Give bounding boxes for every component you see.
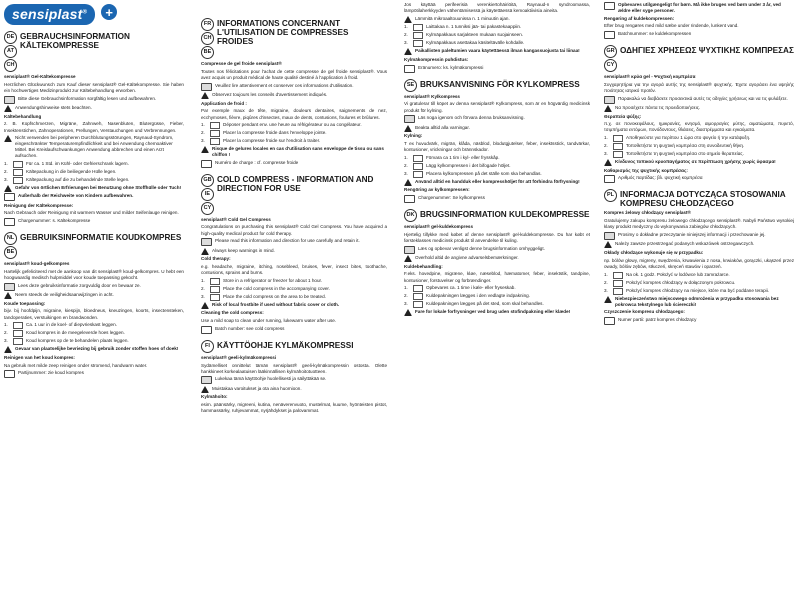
section-dk-continued: Opbevares utilgængeligt for børn. Må ikke bruges ved børn under 3 år, ved ældre eller syge personer. Rengøring af kuldekompressen: Efter brug rengøres med mild sæbe under rindende, lunkent vand. Batchnummer: se kuldekompressen	[604, 2, 794, 39]
section-se: SE BRUKSANVISNING FÖR KYLKOMPRESS sensiplast® Kylkompress Vi gratulerar till köpet av denna sensiplast® Kylkompress, som är en högvärdig medicinsk produkt för kylning. Läs noga igenom och förvara denna bruksanvisning. Beakta alltid alla varningar. Kylning: T ex huvudvärk, migrän, klåda, näsblod, blodutgjutelser, feber, insektsstick, tandvärkar, kontusioner, vrickningar och brännskador. 1. Förvara ca 1 tim i kyl- eller frysskåp. 2. Lägg kylkompressen i det bifogade höljet. 3. Placera kylkompressen på det ställe som ska behandlas. Använd alltid en handduk eller kompresshöljet för att förhindra förfrysning! Rengöring av kylkompressen: Chargenummer: Se kylkompress	[404, 79, 590, 203]
book-icon	[404, 246, 415, 254]
apply-icon	[413, 40, 423, 47]
country-code-ch: CH	[201, 32, 214, 45]
lot-icon	[201, 160, 212, 168]
section-gr: GR CY ΟΔΗΓΙΕΣ ΧΡΗΣΕΩΣ ΨΥΧΤΙΚΗΣ ΚΟΜΠΡΕΣΑΣ sensiplast® κρύα gel - Ψυχτική κομπρέσα Συγχαρητήρια για την αγορά αυτής της sensiplast® ψυχτικής. Έχετε αγοράσει ένα υψηλής ποιότητας ιατρικό προϊόν. Παρακαλώ να διαβάσετε προσεκτικά αυτές τις οδηγίες χρήσεως και να τις φυλάξετε. Να προσέχετε πάντα τις προειδοποιήσεις. Θεραπεία ψύξης: π.χ. σε πονοκεφάλους, ημικρανίες, κνησμό, αιμορραγίες μύτης, αιματώματα, πυρετό, τσιμπήματα εντόμων, πονόδοντους, θλάσεις, διαστρέμματα και εγκαύματα. 1. Αποθηκεύστε για περίπου 1 ώρα στο ψυγείο ή την κατάψυξη. 2. Τοποθετήστε τη ψυχτική κομπρέσα στη συνοδευτική θήκη. 3. Τοποθετήστε τη ψυχτική κομπρέσα στο σημείο θεραπείας. Κίνδυνος τοπικού κρυοπαγήματος σε περίπτωση χρήσης χωρίς ύφασμα! Καθαρισμός της ψυχτικής κομπρέσας: Αριθμός παρτίδας: βλ. ψυχτική κομπρέσα	[604, 45, 794, 183]
apply-icon	[613, 288, 623, 295]
apply-icon	[413, 301, 423, 308]
warning-icon	[404, 255, 412, 262]
country-code-cy: CY	[201, 202, 214, 215]
cover-icon	[210, 286, 220, 293]
use-text: z. B. Kopfschmerzen, Migräne, Zahnweh, Nasenbluten, Blutergüsse, Fieber, Insektenstichen, Zahnoperationen, Prellungen, Verstauchungen und Verbrennungen.	[4, 121, 184, 133]
country-code-at: AT	[4, 45, 17, 58]
fridge-icon	[413, 155, 423, 162]
section-title: COLD COMPRESS - INFORMATION AND DIRECTION FOR USE	[217, 174, 374, 193]
warning-icon	[4, 292, 12, 299]
lot-icon	[604, 175, 615, 183]
section-dk: DK BRUGSINFORMATION KULDEKOMPRESSE sensiplast® gel-kuldekompress Hjertelig tillykke med købet af denne sensiplast® gel-kuldekompresse. Du har købt et førsteklasses medicinsk produkt til anvendelse til kuling. Læs og opbevar venligst denne brugsinformation omhyggeligt. Overhold altid de angivne advarselsbemærkninger. Kuldebehandling: F.eks. hovedpine, migræne, kløe, næseblod, hæmatomer, feber, insektstik, tandpine, kontusioner, forstuvelser og forbrændinger. 1. Opbevares ca. 1 time i køle- eller fryseskab. 2. Kuldepakningen lægges i den vedlagte indpakning. 3. Kuldepakningen lægges på det sted, som skal behandles. Fare for lokale forfrysninger ved brug uden stofindpakning eller klæde!	[404, 210, 590, 315]
apply-icon	[413, 171, 423, 178]
cover-icon	[13, 330, 23, 337]
section-pl: PL INFORMACJA DOTYCZĄCA STOSOWANIA KOMPRESU CHŁODZĄCEGO Kompres żelowy chłodzący sensiplast® Gratulujemy zakupu kompresu żelowego chłodzącego sensiplast®. Nabyli Państwo wysokiej klasy produkt medyczny do wykonywania zabiegów chłodzących. Prosimy o dokładne przeczytanie niniejszej informacji i przechowanie jej. Należy zawsze przestrzegać podanych wskazówek ostrzegawczych. Okłady chłodzące wykonuje się w przypadku: np. bólów głowy, migreny, swędzenia, krwawienia z nosa, krwiaków, gorączki, ukąszeń przez owady, bólów zębów, stłuczeń, skręceń stawów i oparzeń. 1. Na ok. 1 godz. Położyć w lodówce lub zamrażarce. 2. Położyć kompres chłodzący w dołączonym pokrowcu. 3. Położyć kompres chłodzący na miejsce, które ma być poddane terapii. Niebezpieczeństwo miejscowego odmrożenia w przypadku stosowania bez pokrowca tekstylnego lub ściereczki! Czyszczenie kompresu chłodzącego: Numer partii: patrz kompres chłodzący	[604, 189, 794, 324]
warning-icon	[4, 346, 12, 353]
warning-icon	[604, 159, 612, 166]
fridge-icon	[210, 278, 220, 285]
column-2	[201, 18, 387, 596]
column-4	[604, 2, 794, 596]
section-title: BRUGSINFORMATION KULDEKOMPRESSE	[420, 210, 590, 220]
country-code-dk: DK	[404, 209, 417, 222]
step-3: 3. Kältepackung auf die zu behandelnde Stelle legen.	[4, 176, 130, 182]
book-icon	[404, 115, 415, 123]
apply-icon	[613, 151, 623, 158]
warning-icon	[201, 302, 209, 309]
lot-icon	[201, 326, 212, 334]
section-title: KÄYTTÖOHJE KYLMÄKOMPRESSI	[217, 340, 354, 350]
fridge-icon	[613, 135, 623, 142]
apply-icon	[13, 177, 23, 184]
section-fi-continued: Jos käyttää perifeerisiä verenkiertohäiriöitä, Raynaud-n syndroomassa, lämpötilaherkkyyden vähentämisessä ja käytettäessä kemoaktiivisia aineita. Lämmitä mikroaaltouunissa n. 1 minuutin ajan. 1. Laittakaa n. 1 tunniksi jää- tai pakastekaappiin. 2. Kylmäpakkaus sarjakteen mukaan suojainseen. 3. Kylmäpakkaus asettakaa käsiteltävälle kohdalle. Paikallisten paleltumien vaara käytettäessä ilman kangassuojusta tai liinaa! Kylmäkompressin puhdistus: Eränumero: ks. kylmäkompressi	[404, 2, 590, 73]
country-code-fi: FI	[201, 340, 214, 353]
column-3	[404, 2, 590, 596]
lot-icon	[604, 317, 615, 325]
warning-icon	[604, 105, 612, 112]
country-code-pl: PL	[604, 189, 617, 202]
section-title: GEBRAUCHSINFORMATION KÄLTEKOMPRESSE	[20, 32, 130, 50]
intro-text: Herzlichen Glückwunsch zum Kauf dieser sensiplast® Gel-Kältekompresse. Sie haben ein hochwertiges Medizinprodukt zur Kältebehandlung erworben.	[4, 81, 184, 93]
section-en: GB IE CY COLD COMPRESS - INFORMATION AND DIRECTION FOR USE sensiplast® Cold Gel Compress Congratulations on purchasing this sensiplast® Cold Gel Compress. You have acquired a high-quality medical product for cold therapy. Please read this information and direction for use carefully and retain it. Always keep warnings in mind. Cold therapy: e.g. headache, migraine, itching, nosebleed, bruises, fever, insect bites, toothache, contusions, sprains and burns. 1. Store in a refrigerator or freezer for about 1 hour. 2. Place the cold compress in the accompanying cover. 3. Place the cold compress on the area to be treated. Risk of local frostbite if used without fabric cover or cloth. Cleaning the cold compress: Use a mild soap to clean under running, lukewarm water after use. Batch number: see cold compress	[201, 174, 387, 334]
plus-icon: +	[101, 4, 117, 20]
cover-icon	[413, 163, 423, 170]
warning-icon	[404, 309, 412, 316]
lot-icon	[604, 31, 615, 39]
country-code-de: DE	[4, 31, 17, 44]
product-name: sensiplast® Gel-Kältekompresse	[4, 74, 76, 79]
country-code-ie: IE	[201, 188, 214, 201]
section-nl: NL BE GEBRUIKSINFORMATIE KOUDKOMPRES sensiplast® koud-gelkompres Hartelijk gefeliciteerd met de aankoop van dit sensiplast® koud-gelkompres. U hebt een hoogwaardig medisch hulpmiddel voor koude toepassing gekocht. Lees deze gebruiksinformatie zorgvuldig door en bewaar ze. Neem steeds de veiligheidsaanwijzingen in acht. Koude toepassing: bijv. bij hoofdpijn, migraine, kiespijn, bloedneus, kneuzingen, koorts, insectensteken, tandoperaties, verstuikingen en brandwonden. 1. Ca. 1 uur in de koel- of diepvrieskast leggen. 2. Koud kompres in de meegeleverde hoes leggen. 3. Koud kompres op de te behandelen plaats leggen. Gevaar van plaatselijke bevriezing bij gebruik zonder stoffen hoes of doek! Reinigen van het koud kompres: Na gebruik met milde zeep reinigen onder stromend, handwarm water. Partijnummer: zie koud kompres	[4, 232, 184, 378]
country-code-nl: NL	[4, 232, 17, 245]
section-title: GEBRUIKSINFORMATIE KOUDKOMPRES	[20, 233, 182, 243]
book-icon	[4, 283, 15, 291]
warning-icon	[201, 386, 209, 393]
clean-text: Nach Gebrauch oder Reinigung mit warmem Wasser und milder Seifenlauge reinigen.	[4, 210, 179, 216]
cover-icon	[210, 130, 220, 137]
child-icon	[4, 193, 15, 201]
book-icon	[201, 376, 212, 384]
warning-icon	[201, 248, 209, 255]
clean-heading: Reinigung der Kältekompresse:	[4, 202, 74, 208]
cover-icon	[413, 293, 423, 300]
warning-icon	[404, 179, 412, 186]
section-de: DE AT CH GEBRAUCHSINFORMATION KÄLTEKOMPRESSE sensiplast® Gel-Kältekompresse Herzlichen Glückwunsch zum Kauf dieser sensiplast® Gel-Kältekompresse. Sie haben ein hochwertiges Medizinprodukt zur Kältebehandlung erworben. Bitte diese Gebrauchsinformation sorgfältig lesen und aufbewahren. Anwendungshinweise stets beachten. Kältebehandlung z. B. Kopfschmerzen, Migräne, Zahnweh, Nasenbluten, Blutergüsse, Fieber, Insektenstichen, Zahnoperationen, Prellungen, Verstauchungen und Verbrennungen. Nicht verwenden bei peripheren Durchblutungsstörungen, Raynaud-Syndrom, eingeschränkter Temperaturempfindlichkeit und bei Anwendung chemoaktiver Mittel. Bei Kreislaufschwankungen Anwendung abbrechen und einen Arzt aufsuchen. 1. Für ca. 1 Std. im Kühl- oder Gefrierschrank lagern. 2. Kältepackung in die beiliegende Hülle legen. 3. Kältepackung auf die zu behandelnde Stelle legen. Gefahr von örtlichen Erfrierungen bei Benutzung ohne Stoffhülle oder Tuch! Außerhalb der Reichweite von Kindern aufbewahren. Reinigung der Kältekompresse: Nach Gebrauch oder Reinigung mit warmem Wasser und milder Seifenlauge reinigen. Chargenummer: s. Kältekompresse	[4, 31, 184, 226]
brand-header	[4, 4, 184, 25]
fridge-icon	[210, 122, 220, 129]
cover-icon	[613, 143, 623, 150]
lot-icon	[404, 65, 415, 73]
warning-icon	[404, 48, 412, 55]
country-code-be: BE	[4, 246, 17, 259]
apply-icon	[210, 138, 220, 145]
section-title: INFORMATIONS CONCERNANT L'UTILISATION DE COMPRESSES FROIDES	[217, 19, 349, 46]
fridge-icon	[413, 285, 423, 292]
country-code-cy: CY	[604, 59, 617, 72]
fridge-icon	[13, 161, 23, 168]
country-code-be: BE	[201, 46, 214, 59]
lot-icon	[404, 195, 415, 203]
warning-icon	[201, 92, 209, 99]
warning-icon	[4, 135, 12, 142]
apply-icon	[210, 294, 220, 301]
use-heading: Kältebehandlung	[4, 113, 42, 119]
cover-icon	[613, 280, 623, 287]
book-icon	[201, 83, 212, 91]
country-code-fr: FR	[201, 18, 214, 31]
book-icon	[604, 96, 615, 104]
section-title: BRUKSANVISNING FÖR KYLKOMPRESS	[420, 79, 580, 89]
country-code-se: SE	[404, 79, 417, 92]
warning-icon	[604, 296, 612, 303]
warning-icon	[4, 105, 12, 112]
section-fr: FR CH BE INFORMATIONS CONCERNANT L'UTILISATION DE COMPRESSES FROIDES Compresse de gel froide sensiplast® Toutes nos félicitations pour l'achat de cette compresse de gel froide sensiplast®. Vous avez acquis un produit médical de haute qualité destiné à l'application à froid. Veuillez lire attentivement et conserver ces informations d'utilisation. Observez toujours les conseils d'avertissement indiqués. Application de froid : Par exemple maux de tête, migraine, douleurs dentaires, saignements de nez, ecchymoses, fièvre, piqûres d'insectes, maux de dents, contusions, foulures et brûlures. 1. Déposer pendant env. une heure au réfrigérateur ou au congélateur. 2. Placer la compresse froide dans l'enveloppe jointe. 3. Placer la compresse froide sur l'endroit à traiter. Risque de gelures locales en cas d'utilisation sans enveloppe de tissu ou sans chiffon ! Numéro de charge : cf. compresse froide	[201, 18, 387, 168]
lot-icon	[4, 370, 15, 378]
country-code-gb: GB	[201, 174, 214, 187]
book-icon	[201, 238, 212, 246]
fridge-icon	[413, 24, 423, 31]
section-title: ΟΔΗΓΙΕΣ ΧΡΗΣΕΩΣ ΨΥΧΤΙΚΗΣ ΚΟΜΠΡΕΣΑΣ	[620, 45, 794, 55]
country-code-gr: GR	[604, 45, 617, 58]
country-code-ch: CH	[4, 59, 17, 72]
step-1: 1. Für ca. 1 Std. im Kühl- oder Gefrierschrank lagern.	[4, 160, 129, 166]
fridge-icon	[13, 322, 23, 329]
warning-icon	[604, 241, 612, 248]
cover-icon	[413, 32, 423, 39]
warning-icon	[201, 146, 209, 153]
warning-icon	[404, 125, 412, 132]
country-codes	[4, 31, 17, 72]
apply-icon	[13, 338, 23, 345]
warning-icon	[4, 185, 12, 192]
step-2: 2. Kältepackung in die beiliegende Hülle legen.	[4, 168, 117, 174]
cover-icon	[13, 169, 23, 176]
column-1	[4, 4, 184, 596]
warning-icon	[404, 16, 412, 23]
lot-icon	[4, 218, 15, 226]
child-icon	[604, 2, 615, 10]
sensiplast-logo: sensiplast®	[4, 4, 95, 25]
book-icon	[604, 232, 615, 240]
section-fi: FI KÄYTTÖOHJE KYLMÄKOMPRESSI sensiplast® geeli-kylmäkompressi Sydämelliset onnittelut tämän sensiplast® geeli-kylmäkompressin ostosta. Olette hankkineet korkealaatuisen lääkinnällisen kylmähoitotuotteen. Lukekaa tämä käyttöohje huolellisesti ja säilyttäkää se. Muistakaa varoitukset ja ota aina huomioon. Kylmähoito: esim. päänsärky, migreeni, kutina, nenäverenvuoto, mustelmat, kuume, hyönteisten pistot, hammassärky, ruhjevammat, nyrjähdykset ja palovammat.	[201, 340, 387, 414]
book-icon	[4, 96, 15, 104]
section-title: INFORMACJA DOTYCZĄCA STOSOWANIA KOMPRESU CHŁODZĄCEGO	[620, 190, 786, 209]
fridge-icon	[613, 272, 623, 279]
